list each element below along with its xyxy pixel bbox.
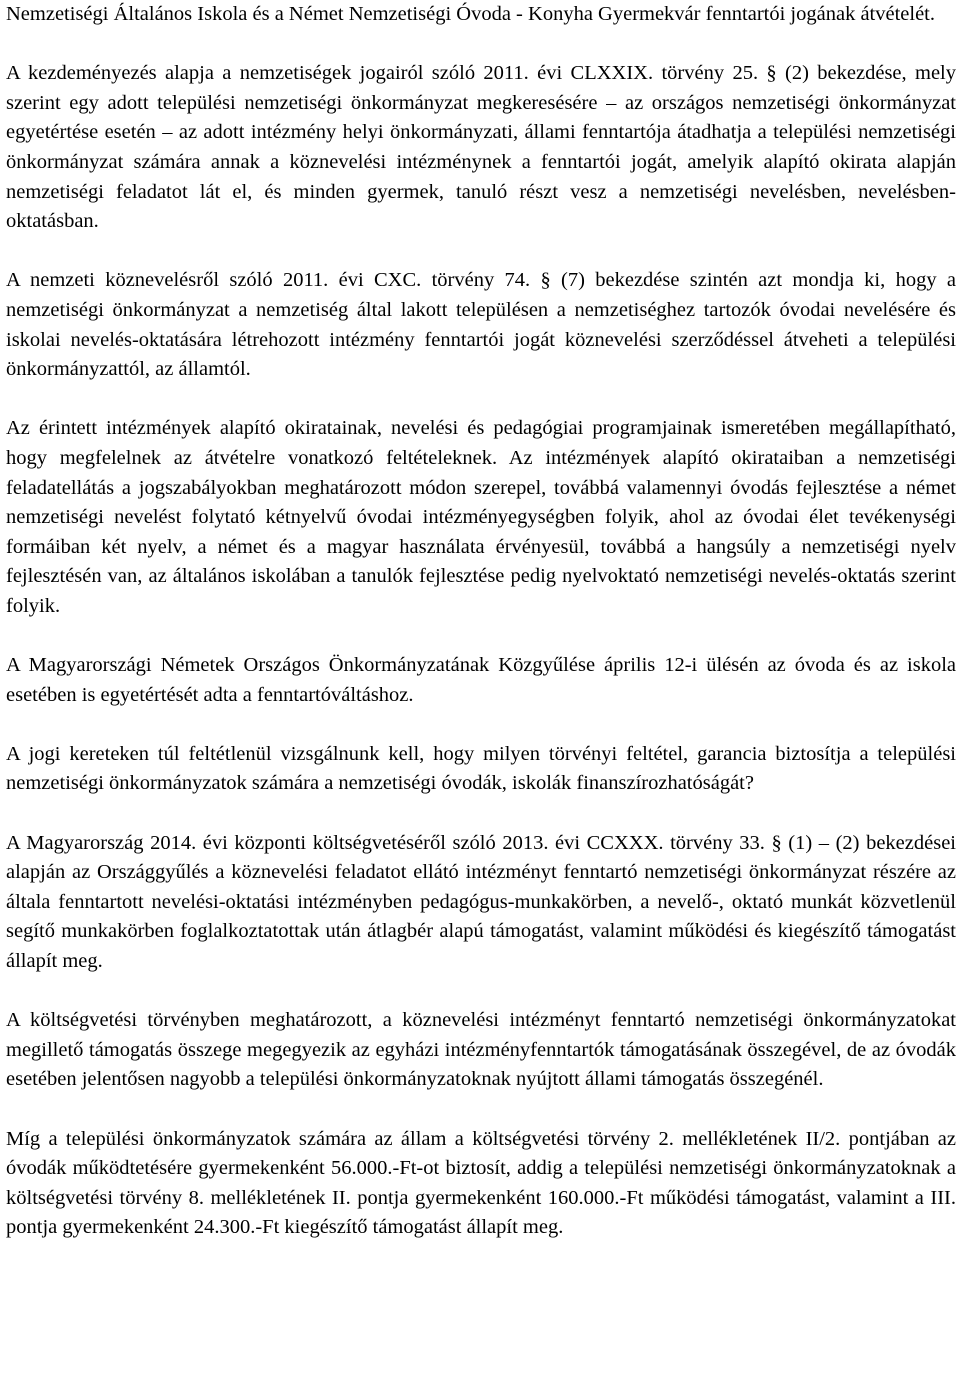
paragraph-gap: [6, 30, 956, 60]
paragraph-intro-continuation: Nemzetiségi Általános Iskola és a Német Nemzetiségi Óvoda - Konyha Gyermekvár fenntartói jogának átvételét.: [6, 3, 935, 25]
paragraph-gap: [6, 385, 956, 415]
paragraph-gap: [6, 799, 956, 829]
paragraph-gap: [6, 1095, 956, 1125]
paragraph-general-assembly-consent: A Magyarországi Németek Országos Önkormányzatának Közgyűlése április 12-i ülésén az óvoda és az iskola esetében is egyetértését adta a fenntartóváltáshoz.: [6, 654, 956, 706]
document-page: [6, 0, 956, 1243]
paragraph-institution-conditions: Az érintett intézmények alapító okiratainak, nevelési és pedagógiai programjainak ismeretében megállapítható, hogy megfelelnek az átvételre vonatkozó feltételeknek. Az intézmények alapító okirataiban a nemzetiségi feladatellátás a jogszabályokban meghatározott módon szerepel, továbbá valamennyi óvodás fejlesztése a német nemzetiségi nevelést folytató kétnyelvű óvodai intézményegységben folyik, ahol az óvodai élet tevékenységi formáiban két nyelv, a német és a magyar használata érvényesül, továbbá a hangsúly a nemzetiségi nyelv fejlesztésén van, az általános iskolában a tanulók fejlesztése pedig nyelvoktató nemzetiségi nevelés-oktatás szerint folyik.: [6, 417, 956, 617]
paragraph-support-comparison: A költségvetési törvényben meghatározott, a köznevelési intézményt fenntartó nemzetiségi önkormányzatokat megillető támogatás összege megegyezik az egyházi intézményfenntartók támogatásának összegével, de az óvodák esetében jelentősen nagyobb a települési önkormányzatoknak nyújtott állami támogatás összegénél.: [6, 1009, 956, 1091]
paragraph-gap: [6, 621, 956, 651]
paragraph-gap: [6, 977, 956, 1007]
paragraph-budget-act-support: A Magyarország 2014. évi központi költségvetéséről szóló 2013. évi CCXXX. törvény 33. § (1) – (2) bekezdései alapján az Országgyűlés a köznevelési feladatot ellátó intézményt fenntartó nemzetiségi önkormányzat részére az általa fenntartott nevelési-oktatási intézményben pedagógus-munkakörben, a nevelő-, oktató munkát közvetlenül segítő munkakörben foglalkoztatottak után átlagbér alapú támogatást, valamint működési és kiegészítő támogatást állapít meg.: [6, 831, 956, 972]
paragraph-gap: [6, 710, 956, 740]
paragraph-financing-question: A jogi kereteken túl feltétlenül vizsgálnunk kell, hogy milyen törvényi feltétel, garancia biztosítja a települési nemzetiségi önkormányzatok számára a nemzetiségi óvodák, iskolák finanszírozhatóságát?: [6, 742, 956, 795]
paragraph-per-child-amounts: Míg a települési önkormányzatok számára az állam a költségvetési törvény 2. mellékletének II/2. pontjában az óvodák működtetésére gyermekenként 56.000.-Ft-ot biztosít, addig a települési nemzetiségi önkormányzatoknak a költségvetési törvény 8. mellékletének II. pontja gyermekenként 160.000.-Ft működési támogatást, valamint a III. pontja gyermekenként 24.300.-Ft kiegészítő támogatást állapít meg.: [6, 1127, 956, 1239]
paragraph-public-education-act: A nemzeti köznevelésről szóló 2011. évi CXC. törvény 74. § (7) bekezdése szintén azt mondja ki, hogy a nemzetiségi önkormányzat a nemzetiség által lakott településen a nemzetiséghez tartozók óvodai nevelésére és iskolai nevelés-oktatására létrehozott intézmény fenntartói jogát köznevelési szerződéssel átveheti a települési önkormányzattól, az államtól.: [6, 269, 956, 381]
paragraph-legal-basis-nationalities-act: A kezdeményezés alapja a nemzetiségek jogairól szóló 2011. évi CLXXIX. törvény 25. § (2) bekezdése, mely szerint egy adott települési nemzetiségi önkormányzat megkeresésére – az országos nemzetiségi önkormányzat egyetértése esetén – az adott intézmény helyi önkormányzati, állami fenntartója átadhatja a települési nemzetiségi önkormányzat számára annak a köznevelési intézménynek a fenntartói jogát, amelyik alapító okirata alapján nemzetiségi feladatot lát el, és minden gyermek, tanuló részt vesz a nemzetiségi nevelésben, nevelésben-oktatásban.: [6, 62, 956, 233]
paragraph-gap: [6, 237, 956, 267]
